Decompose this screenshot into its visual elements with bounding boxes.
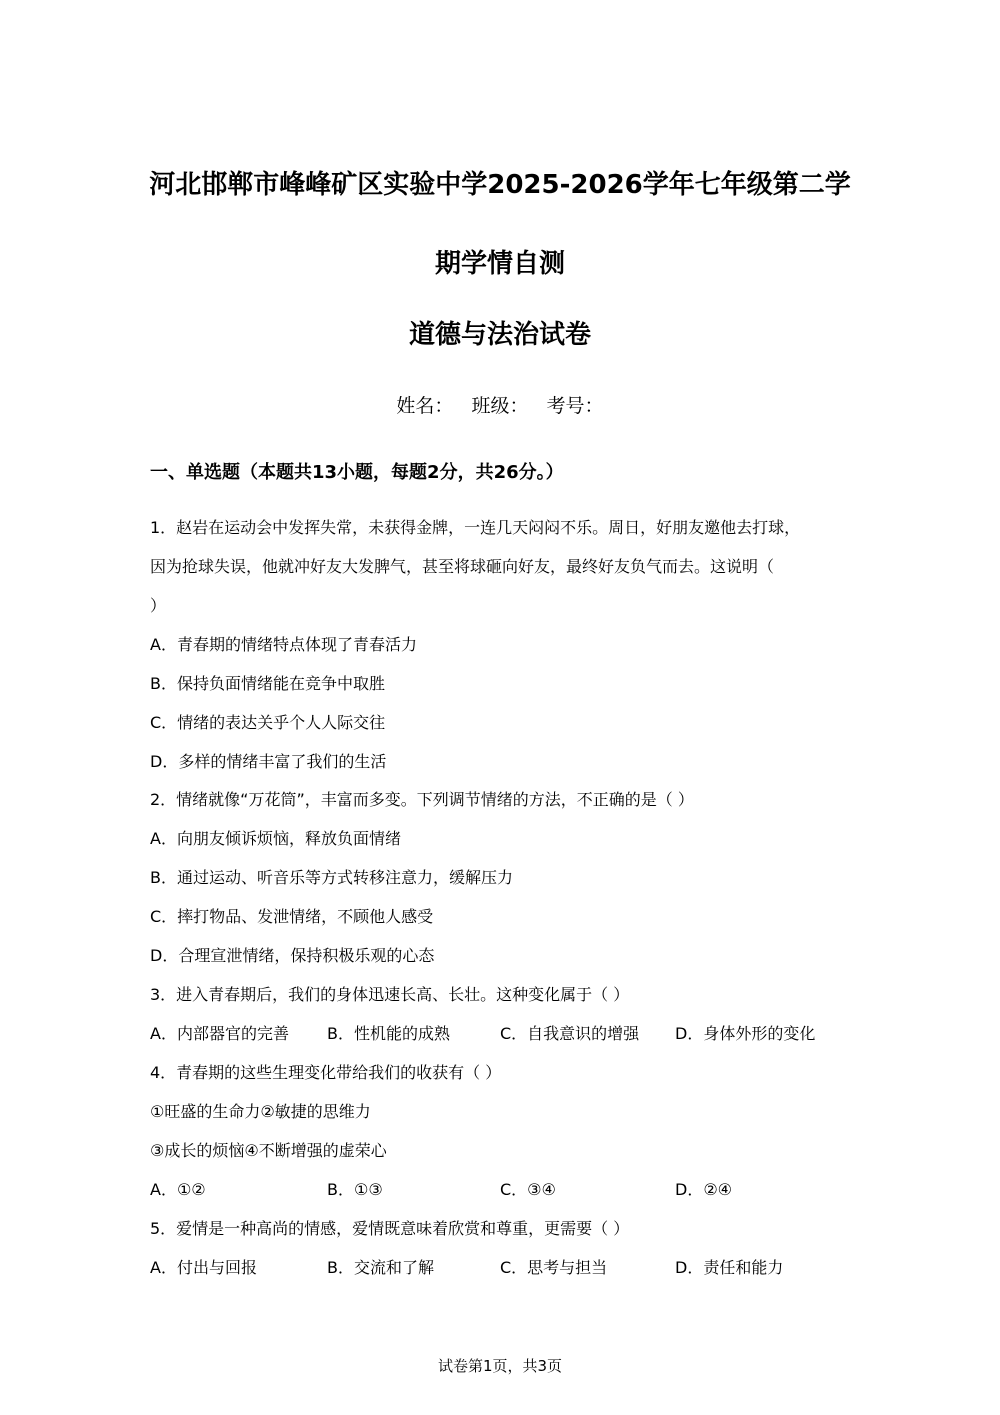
question-4-statement-line-1: ①旺盛的生命力②敏捷的思维力 <box>150 1102 371 1121</box>
question-5-stem: 5．爱情是一种高尚的情感，爱情既意味着欣赏和尊重，更需要（ ） <box>150 1219 630 1238</box>
question-1-option-d: D．多样的情绪丰富了我们的生活 <box>150 752 387 771</box>
question-1-stem-line-2: 因为抢球失误，他就冲好友大发脾气，甚至将球砸向好友，最终好友负气而去。这说明（ <box>150 557 775 576</box>
question-5-option-d: D．责任和能力 <box>675 1258 784 1277</box>
question-2-option-d: D．合理宣泄情绪，保持积极乐观的心态 <box>150 946 435 965</box>
question-1-stem-line-3: ） <box>150 596 167 615</box>
question-4-option-b: B．①③ <box>327 1180 383 1199</box>
question-2-option-a: A．向朋友倾诉烦恼，释放负面情绪 <box>150 829 401 848</box>
question-4-option-c: C．③④ <box>500 1180 556 1199</box>
question-1-option-c: C．情绪的表达关乎个人人际交往 <box>150 713 386 732</box>
question-3-option-b: B．性机能的成熟 <box>327 1024 450 1043</box>
class-field-label: 班级： <box>471 395 529 417</box>
section-heading: 一、单选题（本题共13小题，每题2分，共26分。） <box>150 462 564 483</box>
exam-title-line-1: 河北邯郸市峰峰矿区实验中学2025-2026学年七年级第二学 <box>149 170 851 200</box>
question-4-statement-line-2: ③成长的烦恼④不断增强的虚荣心 <box>150 1141 387 1160</box>
question-2-option-b: B．通过运动、听音乐等方式转移注意力，缓解压力 <box>150 868 513 887</box>
question-4-option-d: D．②④ <box>675 1180 733 1199</box>
page-footer: 试卷第1页，共3页 <box>437 1357 563 1375</box>
question-3-option-c: C．自我意识的增强 <box>500 1024 640 1043</box>
question-1-stem-line-1: 1．赵岩在运动会中发挥失常，未获得金牌，一连几天闷闷不乐。周日，好朋友邀他去打球， <box>150 518 801 537</box>
question-5-option-b: B．交流和了解 <box>327 1258 434 1277</box>
question-3-stem: 3．进入青春期后，我们的身体迅速长高、长壮。这种变化属于（ ） <box>150 985 630 1004</box>
question-2-option-c: C．摔打物品、发泄情绪，不顾他人感受 <box>150 907 434 926</box>
question-5-option-a: A．付出与回报 <box>150 1258 257 1277</box>
question-4-option-a: A．①② <box>150 1180 206 1199</box>
exam-title-line-2: 期学情自测 <box>434 249 565 279</box>
exam-number-field-label: 考号： <box>546 395 604 417</box>
question-5-option-c: C．思考与担当 <box>500 1258 608 1277</box>
exam-subtitle: 道德与法治试卷 <box>408 320 591 350</box>
question-2-stem: 2．情绪就像“万花筒”，丰富而多变。下列调节情绪的方法，不正确的是（ ） <box>150 790 694 809</box>
question-4-stem: 4．青春期的这些生理变化带给我们的收获有（ ） <box>150 1063 502 1082</box>
question-1-option-a: A．青春期的情绪特点体现了青春活力 <box>150 635 417 654</box>
question-3-option-a: A．内部器官的完善 <box>150 1024 289 1043</box>
question-1-option-b: B．保持负面情绪能在竞争中取胜 <box>150 674 385 693</box>
question-3-option-d: D．身体外形的变化 <box>675 1024 816 1043</box>
student-info-line <box>0 394 1000 418</box>
name-field-label: 姓名： <box>396 395 454 417</box>
